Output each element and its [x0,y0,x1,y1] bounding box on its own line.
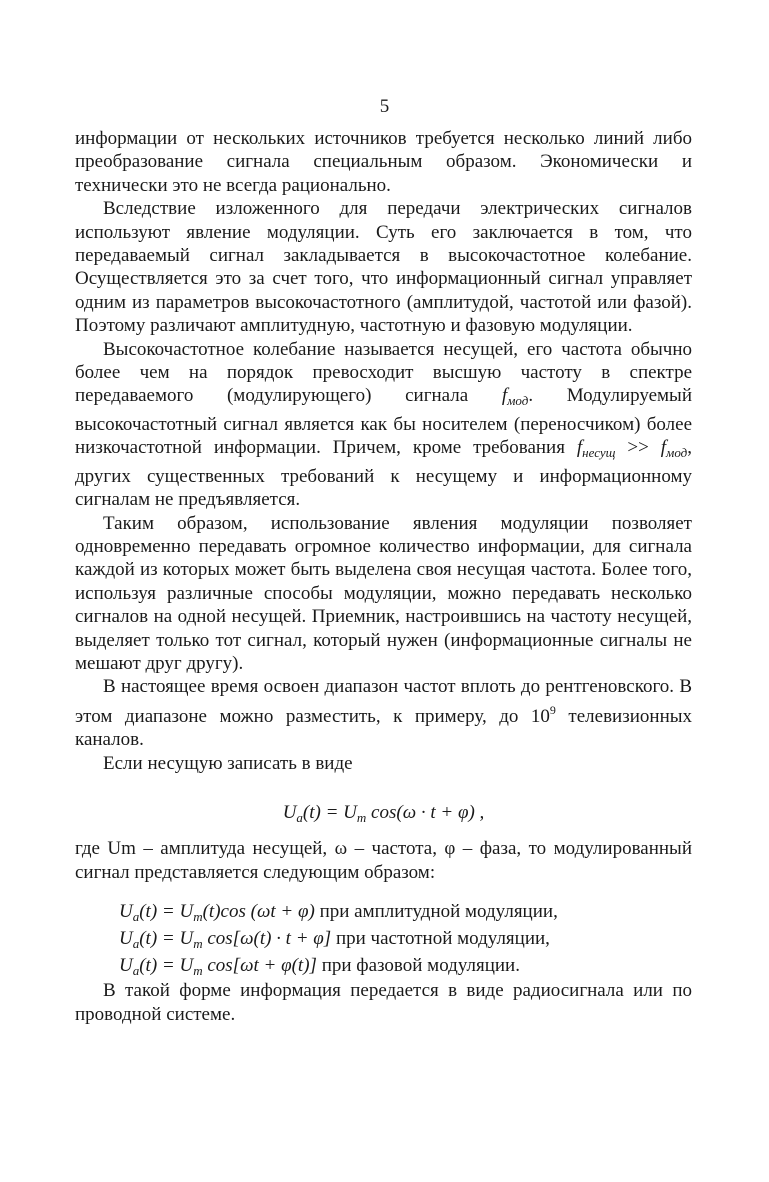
formula-fm: $U_a(t) = U_m$ cos[ω(t) · t + φ] при частотной модуляции, [119,928,550,952]
paragraph-7: где Um – амплитуда несущей, ω – частота, φ – фаза, то модулированный сигнал представляется следующим образом: [75,838,692,883]
body-text [75,127,692,1026]
formula-pm: $U_a(t) = U_m$ cos[ωt + φ(t)] при фазовой модуляции. [119,955,520,979]
page-number: 5 [379,96,390,117]
f-mod-symbol: $f_{мод}$ [501,385,529,409]
paragraph-4: Таким образом, использование явления модуляции позволяет одновременно передавать огромное количество информации, для сигнала каждой из которых может быть выделена своя несущая частота. Более того, используя различные способы модуляции, можно передавать несколько сигналов на одной несущей. Приемник, настроившись на частоту несущей, выделяет только тот сигнал, который нужен (информационные сигналы не мешают друг другу). [75,512,692,674]
paragraph-6: Если несущую записать в виде [103,752,353,774]
paragraph-1: информации от нескольких источников требуется несколько линий либо преобразование сигнала специальным образом. Экономически и технически это не всегда рационально. [75,128,692,196]
carrier-equation: $U_a(t) = U_m$ cos(ω · t + φ) , [282,801,485,825]
formula-am: $U_a(t) = U_m(t)\cos$ (ωt + φ) при амплитудной модуляции, [119,901,558,925]
paragraph-8: В такой форме информация передается в виде радиосигнала или по проводной системе. [75,980,692,1025]
paragraph-2: Вследствие изложенного для передачи электрических сигналов используют явление модуляции. Суть его заключается в том, что передаваемый сигнал закладывается в высокочастотное колебание. Осуществляется это за счет того, что информационный сигнал управляет одним из параметров высокочастотного (амплитудой, частотой или фазой). Поэтому различают амплитудную, частотную и фазовую модуляции. [75,198,692,337]
paragraph-5: В настоящее время освоен диапазон частот вплоть до рентгеновского. В этом диапазоне можно разместить, к примеру, до $10^9$ телевизионных каналов. [75,676,692,751]
paragraph-3: Высокочастотное колебание называется несущей, его частота обычно более чем на порядок превосходит высшую частоту в спектре передаваемого (модулирующего) сигнала $f_{мод}$. Модулируемый высокочастотный сигнал является как бы носителем (переносчиком) более низкочастотной информации. Причем, кроме требования $f_{несущ} >> f_{мод}$, других существенных требований к несущему и информационному сигналам не предъявляется. [75,338,692,511]
f-mod-symbol-2: $f_{мод}$ [660,437,688,461]
modulation-formulas [75,898,692,979]
f-nes-symbol: $f_{несущ}$ [576,437,616,461]
